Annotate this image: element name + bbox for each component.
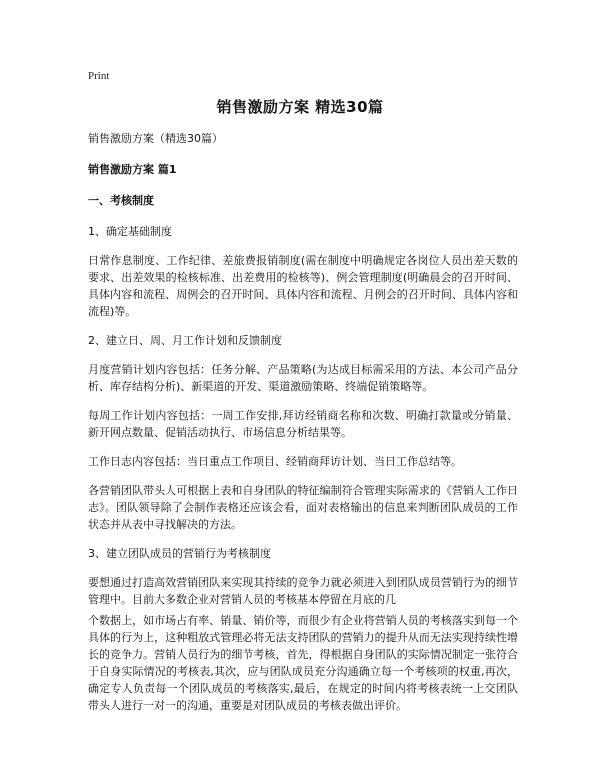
item-heading: 1、确定基础制度 [88, 225, 172, 238]
part-heading: 一、考核制度 [88, 194, 154, 207]
document-body [88, 130, 518, 726]
paragraph: 各营销团队带头人可根据上表和自身团队的特征编制符合管理实际需求的《营销人工作日志》。团队领导除了会制作表格还应该会看，面对表格输出的信息来判断团队成员的工作状态并从表中寻找解决的方法。 [88, 484, 518, 531]
document-subtitle: 销售激励方案（精选30篇） [88, 132, 223, 145]
paragraph: 每周工作计划内容包括：一周工作安排,拜访经销商名称和次数、明确打款量或分销量、新开网点数量、促销活动执行、市场信息分析结果等。 [88, 409, 518, 439]
paragraph: 月度营销计划内容包括：任务分解、产品策略(为达成目标需采用的方法、本公司产品分析、库存结构分析)、新渠道的开发、渠道激励策略、终端促销策略等。 [88, 363, 518, 393]
item-heading: 2、建立日、周、月工作计划和反馈制度 [88, 334, 282, 347]
paragraph: 要想通过打造高效营销团队来实现其持续的竞争力就必须进入到团队成员营销行为的细节管理中。目前大多数企业对营销人员的考核基本停留在月底的几 [88, 576, 518, 606]
paragraph: 工作日志内容包括：当日重点工作项目、经销商拜访计划、当日工作总结等。 [88, 455, 462, 468]
item-heading: 3、建立团队成员的营销行为考核制度 [88, 547, 271, 560]
paragraph: 个数据上，如市场占有率、销量、销价等，而很少有企业将营销人员的考核落实到每一个具体的行为上，这种粗放式管理必将无法支持团队的营销力的提升从而无法实现持续性增长的竞争力。营销人员行为的细节考核，首先，得根据自身团队的实际情况制定一张符合于自身实际情况的考核表,其次，应与团队成员充分沟通确立每一个考核项的权重,再次，确定专人负责每一个团队成员的考核落实,最后，在规定的时间内将考核表统一上交团队带头人进行一对一的沟通，重要是对团队成员的考核表做出评价。 [88, 614, 518, 712]
document-title: 销售激励方案 精选30篇 [216, 98, 384, 116]
paragraph: 日常作息制度、工作纪律、差旅费报销制度(需在制度中明确规定各岗位人员出差天数的要求、出差效果的检核标准、出差费用的检核等)、例会管理制度(明确晨会的召开时间、具体内容和流程、周例会的召开时间、具体内容和流程、月例会的召开时间、具体内容和流程)等。 [88, 254, 518, 318]
section-heading: 销售激励方案 篇1 [88, 163, 177, 176]
print-label: Print [88, 70, 110, 82]
